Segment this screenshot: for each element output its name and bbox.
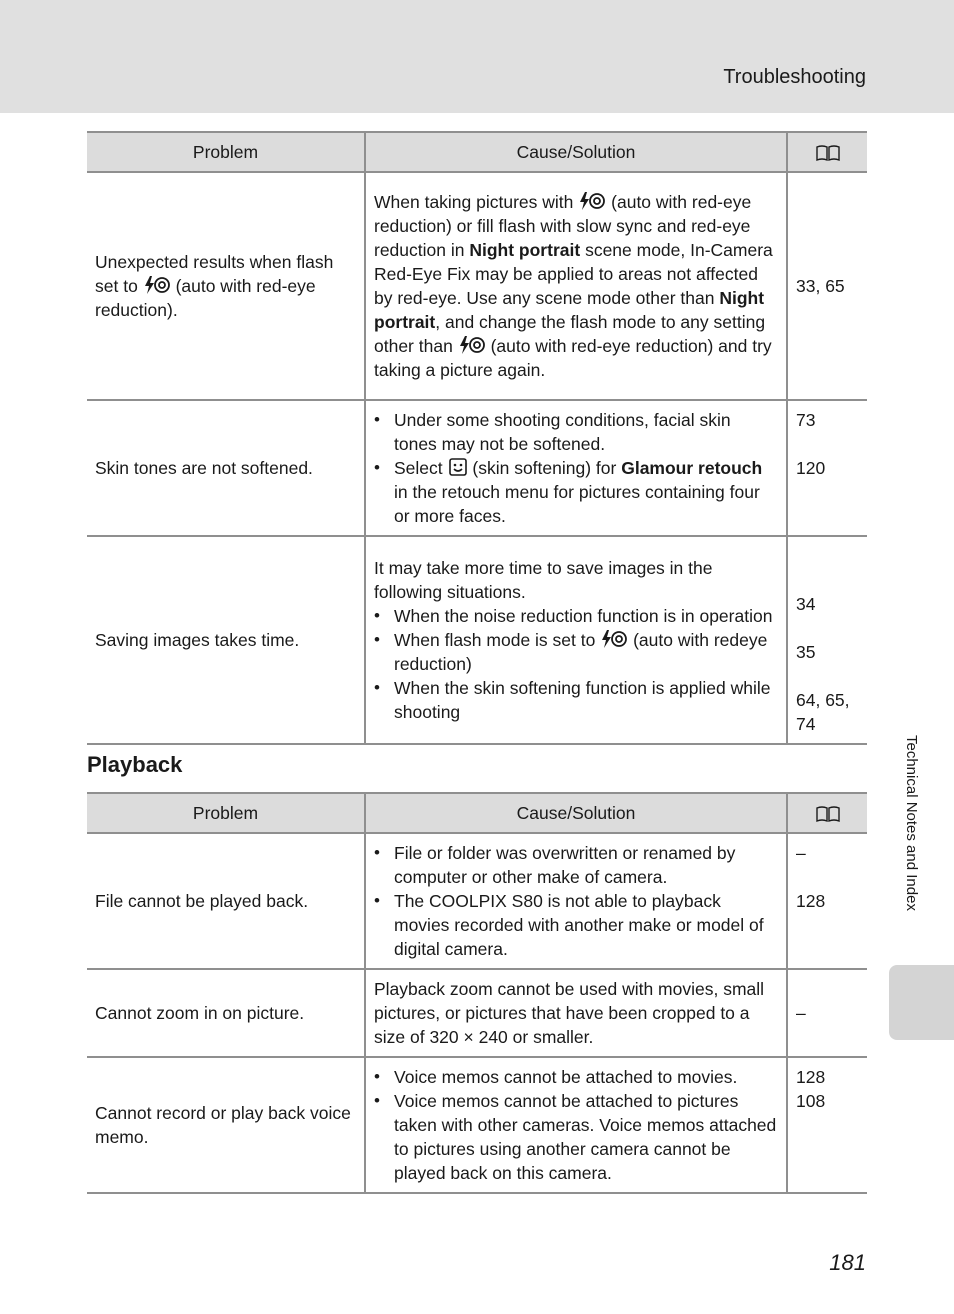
reference-cell: – 128 (787, 833, 867, 969)
problem-cell: Cannot zoom in on picture. (87, 969, 365, 1057)
flash-red-eye-icon (458, 335, 486, 355)
list-item: • The COOLPIX S80 is not able to playback movies recorded with another make or model of digital camera. (394, 889, 778, 961)
cause-cell (365, 833, 787, 969)
scene-mode-name: Night portrait (469, 240, 581, 260)
list-item: • File or folder was overwritten or renamed by computer or other make of camera. (394, 841, 778, 889)
side-section-label: Technical Notes and Index (903, 735, 920, 911)
table-row (87, 969, 867, 1057)
table-row (87, 833, 867, 969)
list-item: • When the noise reduction function is in operation (394, 604, 778, 628)
table-row (87, 1057, 867, 1193)
page-number: 181 (829, 1250, 866, 1275)
column-header-cause: Cause/Solution (365, 132, 787, 172)
reference-cell: – (787, 969, 867, 1057)
reference-cell: 34 35 64, 65, 74 (787, 536, 867, 744)
playback-table (87, 792, 867, 1194)
section-tab (889, 965, 954, 1040)
column-header-cause: Cause/Solution (365, 793, 787, 833)
troubleshooting-table (87, 131, 867, 745)
problem-cell: Cannot record or play back voice memo. (87, 1057, 365, 1193)
cause-cell (365, 1057, 787, 1193)
problem-cell: File cannot be played back. (87, 833, 365, 969)
column-header-reference (787, 793, 867, 833)
problem-cell: Skin tones are not softened. (87, 400, 365, 536)
list-item: • When the skin softening function is applied while shooting (394, 676, 778, 724)
reference-cell: 73 120 (787, 400, 867, 536)
menu-option-name: Glamour retouch (621, 458, 763, 478)
flash-red-eye-icon (578, 191, 606, 211)
reference-cell: 33, 65 (787, 172, 867, 400)
flash-red-eye-icon (143, 275, 171, 295)
list-item: • When flash mode is set to (auto with redeye reduction) (394, 628, 778, 676)
list-item: • Select (skin softening) for Glamour retouch in the retouch menu for pictures containing four or more faces. (394, 456, 778, 528)
book-icon (815, 805, 841, 823)
cause-cell: Playback zoom cannot be used with movies, small pictures, or pictures that have been cropped to a size of 320 × 240 or smaller. (365, 969, 787, 1057)
section-heading-playback: Playback (87, 752, 183, 777)
header-band (0, 0, 954, 113)
flash-red-eye-icon (600, 629, 628, 649)
table-header-row (87, 793, 867, 833)
column-header-reference (787, 132, 867, 172)
cause-cell: It may take more time to save images in the following situations. • When the noise reduction function is in operation • When flash mode is set to (auto with redeye reduction) • When the skin softening function is applied while shooting (365, 536, 787, 744)
column-header-problem: Problem (87, 793, 365, 833)
problem-cell: Saving images takes time. (87, 536, 365, 744)
column-header-problem: Problem (87, 132, 365, 172)
skin-softening-icon (448, 457, 468, 477)
list-item: • Under some shooting conditions, facial skin tones may not be softened. (394, 408, 778, 456)
table-row (87, 536, 867, 744)
reference-cell: 128 108 (787, 1057, 867, 1193)
table-row (87, 400, 867, 536)
scene-mode-name: Night portrait (374, 288, 765, 332)
table-row (87, 172, 867, 400)
list-item: • Voice memos cannot be attached to pictures taken with other cameras. Voice memos attached to pictures using another camera cannot be played back on this camera. (394, 1089, 778, 1185)
cause-cell: When taking pictures with (auto with red-eye reduction) or fill flash with slow sync and red-eye reduction in Night portrait scene mode, In-Camera Red-Eye Fix may be applied to areas not affected by red-eye. Use any scene mode other than Night portrait, and change the flash mode to any setting other than (auto with red-eye reduction) and try taking a picture again. (365, 172, 787, 400)
list-item: • Voice memos cannot be attached to movies. (394, 1065, 778, 1089)
problem-cell: Unexpected results when flash set to (auto with red-eye reduction). (87, 172, 365, 400)
page-header-title: Troubleshooting (723, 66, 866, 88)
book-icon (815, 144, 841, 162)
table-header-row (87, 132, 867, 172)
cause-cell (365, 400, 787, 536)
